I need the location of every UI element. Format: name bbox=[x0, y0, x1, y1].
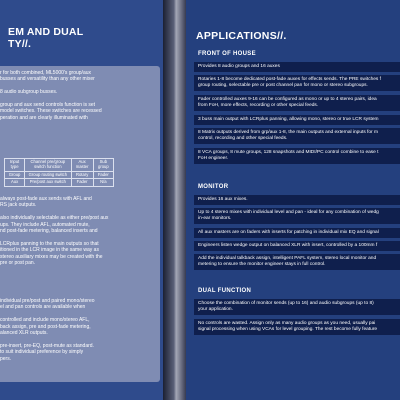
bar-line: signal processing when using VCAs for level grouping. The rest become fully feature bbox=[198, 327, 378, 332]
body-line: LCRplus panning to the main outputs so that bbox=[0, 240, 99, 247]
bar-line: Provides 16 aux mixes. bbox=[198, 197, 248, 202]
body-line: group and aux send controls function is set bbox=[0, 102, 96, 109]
bar-line: 8 VCA groups, 8 mute groups, 128 snapshots and MIDI/PC control combine to ease t bbox=[198, 150, 379, 155]
body-line: pers. bbox=[0, 355, 12, 362]
body-line: itioned in the LCR image in the same way as bbox=[0, 247, 99, 254]
heading-line-2: TY//. bbox=[8, 38, 32, 50]
body-line: controlled and include mono/stereo AFL, bbox=[0, 317, 90, 324]
bar-line: Engineers listen wedge output on balanced XLR with insert, controlled by a 100mm f bbox=[198, 243, 378, 248]
table-cell: Fader bbox=[93, 171, 113, 179]
table-cell: Pre/post aux switch bbox=[25, 179, 71, 187]
table-cell: Channel pre/group switch function bbox=[25, 159, 71, 172]
bar-line: FoH engineer. bbox=[198, 156, 229, 161]
table-row bbox=[5, 171, 114, 179]
body-line: also individually selectable as either pre/post aux bbox=[0, 215, 109, 222]
table-cell: Group routing switch bbox=[25, 171, 71, 179]
left-body-block-1 bbox=[0, 70, 156, 121]
bar-line: control, recording and other special feeds. bbox=[198, 136, 288, 141]
left-body-block-3 bbox=[0, 298, 156, 362]
body-line: peration and are clearly illuminated with bbox=[0, 114, 88, 121]
bar-line: Provides 8 audio groups and 16 auxes bbox=[198, 64, 280, 69]
left-page-heading bbox=[8, 26, 83, 50]
body-line: 8 audio subgroup busses. bbox=[0, 89, 58, 96]
bar-line: No controls are wasted. Assign only as many audio groups as you need, usually pai bbox=[198, 321, 376, 326]
heading-line-1: EM AND DUAL bbox=[8, 26, 84, 38]
body-line: model switches. These switches are recessed bbox=[0, 108, 102, 115]
body-line: ups. They include AFL, automated mute, bbox=[0, 221, 90, 228]
bar-line: Up to 4 stereo mixes with individual level and pan - ideal for any combination of wedg bbox=[198, 210, 379, 215]
bar-line: Fader controlled auxes 9-16 can be configured as mono or up to 4 stereo pairs, idea bbox=[198, 97, 377, 102]
info-bar bbox=[194, 208, 400, 224]
left-body-block-2 bbox=[0, 196, 156, 266]
bar-line: Rotaries 1-8 become dedicated post-fade auxes for effects sends. The PRE switches f bbox=[198, 77, 382, 82]
bar-line: Add the individual talkback assign, intelligent PAFL system, stereo local monitor and bbox=[198, 256, 377, 261]
info-bar bbox=[194, 299, 400, 315]
info-bar bbox=[194, 115, 400, 125]
table-cell: Sub group bbox=[93, 159, 113, 172]
right-page bbox=[186, 0, 400, 400]
table-cell: Input type bbox=[5, 159, 25, 172]
bar-line: in-ear monitors. bbox=[198, 216, 232, 221]
group-aux-table bbox=[4, 158, 114, 187]
table-cell: N/a bbox=[93, 179, 113, 187]
bar-line: your application. bbox=[198, 307, 233, 312]
table-cell: Aux bbox=[5, 179, 25, 187]
bar-line: group routing, selectable pre or post channel pan for mono or stereo subgroups. bbox=[198, 83, 368, 88]
table-cell: Group bbox=[5, 171, 25, 179]
book-spine bbox=[163, 0, 187, 400]
body-line: alanced XLR outputs. bbox=[0, 330, 48, 337]
body-line: pre-insert, pre-EQ, post-mute as standard. bbox=[0, 342, 94, 349]
applications-heading: APPLICATIONS//. bbox=[196, 30, 287, 42]
body-line: RS jack outputs. bbox=[0, 202, 37, 209]
table-cell: Fader bbox=[71, 179, 93, 187]
table-row bbox=[5, 179, 114, 187]
table-cell: Rotary bbox=[71, 171, 93, 179]
bar-line: metering to ensure the monitor engineer stays in full control. bbox=[198, 262, 326, 267]
bar-line: from FoH, more effects, recording or other special feeds. bbox=[198, 103, 319, 108]
info-bar bbox=[194, 195, 400, 205]
bar-line: Choose the combination of monitor sends (up to 16) and audio subgroups (up to 8) bbox=[198, 301, 374, 306]
table-cell: Aux master bbox=[71, 159, 93, 172]
info-bar bbox=[194, 148, 400, 164]
section-title-monitor: MONITOR bbox=[198, 184, 229, 190]
body-line: r for both combined, ML5000's group/aux bbox=[0, 70, 92, 76]
bar-line: 3 buss main output with LCRplus panning, allowing mono, stereo or true LCR system bbox=[198, 117, 379, 122]
body-line: individual pre/post and paired mono/stereo bbox=[0, 298, 95, 304]
bar-line: All aux masters are on faders with inserts for patching in individual mix EQ and signal bbox=[198, 230, 379, 235]
info-bar bbox=[194, 128, 400, 144]
info-bar bbox=[194, 75, 400, 91]
body-line: busses and versatility than any other mixer bbox=[0, 76, 95, 83]
section-title-front-of-house: FRONT OF HOUSE bbox=[198, 51, 256, 57]
info-bar bbox=[194, 319, 400, 335]
body-line: pre or post pan. bbox=[0, 260, 36, 267]
info-bar bbox=[194, 95, 400, 111]
body-line: back assign, pre and post-fade metering, bbox=[0, 323, 91, 330]
table-header-row bbox=[5, 159, 114, 172]
body-line: stereo auxiliary mixes may be created with the bbox=[0, 253, 103, 260]
left-page bbox=[0, 0, 165, 400]
body-line: always post-fade aux sends with AFL and bbox=[0, 196, 92, 202]
body-line: to suit individual preference by simply bbox=[0, 349, 84, 356]
info-bar bbox=[194, 62, 400, 72]
bar-line: 8 Matrix outputs derived from grp/aux 1-8, the main outputs and external inputs for m bbox=[198, 130, 378, 135]
info-bar bbox=[194, 254, 400, 270]
section-title-dual-function: DUAL FUNCTION bbox=[198, 288, 252, 294]
body-line: nd post-fade metering, balanced inserts and bbox=[0, 228, 98, 235]
info-bar bbox=[194, 241, 400, 251]
info-bar bbox=[194, 228, 400, 238]
body-line: el and pan controls are available when bbox=[0, 304, 86, 311]
